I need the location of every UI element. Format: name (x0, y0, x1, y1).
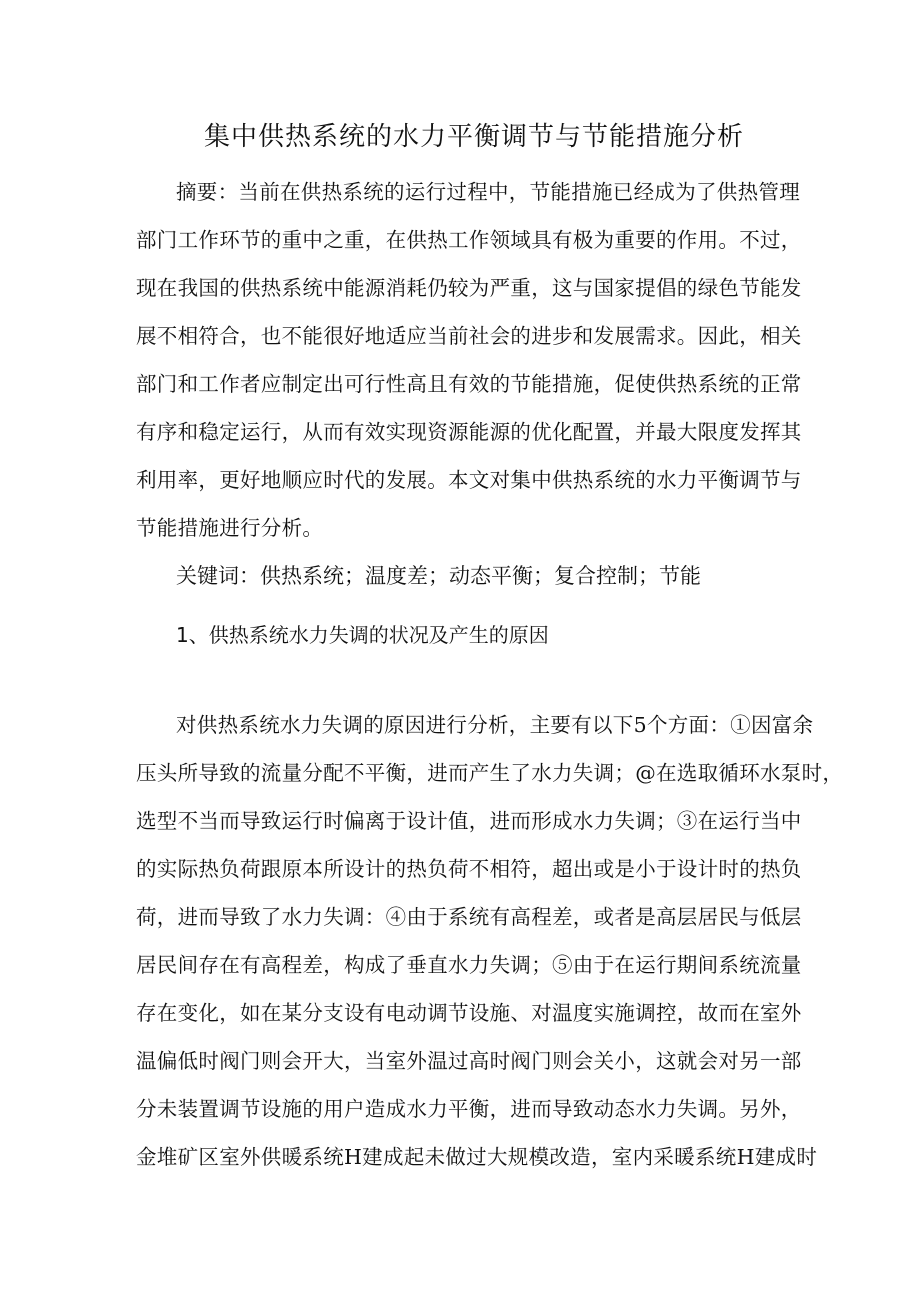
abstract-line: 节能措施进行分析。 (136, 516, 324, 540)
abstract-line: 有序和稳定运行，从而有效实现资源能源的优化配置，并最大限度发挥其 (136, 420, 802, 444)
body-line: 对供热系统水力失调的原因进行分析，主要有以下5个方面：①因富余 (176, 713, 814, 737)
body-line: 温偏低时阀门则会开大，当室外温过高时阀门则会关小，这就会对另一部 (136, 1049, 802, 1073)
abstract-line: 现在我国的供热系统中能源消耗仍较为严重，这与国家提倡的绿色节能发 (136, 276, 802, 300)
body-line: 分未装置调节设施的用户造成水力平衡，进而导致动态水力失调。另外， (136, 1097, 802, 1121)
body-line: 存在变化，如在某分支设有电动调节设施、对温度实施调控，故而在室外 (136, 1001, 802, 1025)
document-title: 集中供热系统的水力平衡调节与节能措施分析 (203, 122, 744, 152)
body-line: 选型不当而导致运行时偏离于设计值，进而形成水力失调；③在运行当中 (136, 809, 802, 833)
body-line: 的实际热负荷跟原本所设计的热负荷不相符，超出或是小于设计时的热负 (136, 857, 802, 881)
body-line: 金堆矿区室外供暖系统H建成起未做过大规模改造，室内采暖系统H建成时 (136, 1145, 818, 1169)
section-heading: 1、供热系统水力失调的状况及产生的原因 (176, 623, 549, 647)
body-line: 居民间存在有高程差，构成了垂直水力失调；⑤由于在运行期间系统流量 (136, 953, 802, 977)
keywords-line: 关键词：供热系统；温度差；动态平衡；复合控制；节能 (176, 564, 701, 588)
abstract-line: 利用率，更好地顺应时代的发展。本文对集中供热系统的水力平衡调节与 (136, 468, 802, 492)
abstract-line: 摘要：当前在供热系统的运行过程中，节能措施已经成为了供热管理 (176, 180, 800, 204)
abstract-line: 部门工作环节的重中之重，在供热工作领域具有极为重要的作用。不过， (136, 228, 802, 252)
body-line: 荷，进而导致了水力失调：④由于系统有高程差，或者是高层居民与低层 (136, 905, 802, 929)
abstract-line: 部门和工作者应制定出可行性高且有效的节能措施，促使供热系统的正常 (136, 372, 802, 396)
abstract-line: 展不相符合，也不能很好地适应当前社会的进步和发展需求。因此，相关 (136, 324, 802, 348)
body-line: 压头所导致的流量分配不平衡，进而产生了水力失调；@在选取循环水泵时， (136, 761, 844, 785)
